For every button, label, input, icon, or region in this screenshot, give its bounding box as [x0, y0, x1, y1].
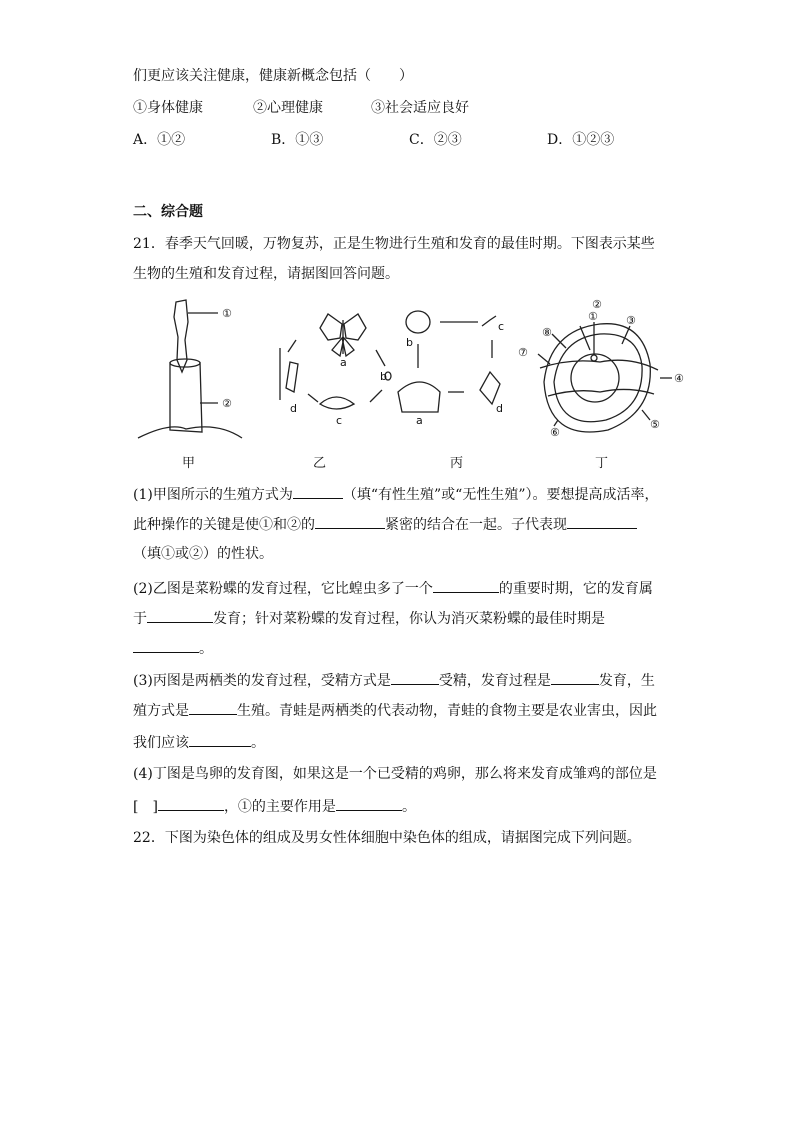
- q21-part1-line3: （填①或②）的性状。: [133, 546, 273, 562]
- egg-structure-diagram: [538, 322, 672, 432]
- q21-part2-text-a: (2)乙图是菜粉蝶的发育过程，它比蝗虫多了一个: [133, 581, 433, 597]
- yi-label-d: d: [290, 402, 297, 415]
- ding-label-2: ②: [592, 298, 602, 311]
- q21-part4-line2: [133, 796, 416, 817]
- bing-label-a: a: [416, 414, 423, 427]
- q21-part1-line1: [133, 484, 658, 505]
- bing-label-b: b: [406, 336, 413, 349]
- q22-stem: 22．下图为染色体的组成及男女性体细胞中染色体的组成，请据图完成下列问题。: [133, 830, 641, 846]
- q21-part1-text-b: （填“有性生殖”或“无性生殖”）。要想提高成活率，: [342, 487, 659, 503]
- answer-blank-development[interactable]: [551, 670, 599, 685]
- q20-option-c: C．②③: [409, 132, 462, 148]
- q21-part1-text-a: (1)甲图所示的生殖方式为: [133, 487, 293, 503]
- q21-part2-text-e: 。: [199, 641, 213, 657]
- q21-part4-text-b: [ ]: [133, 799, 158, 815]
- bing-label-c: c: [498, 320, 505, 333]
- q21-part1-text-d: 紧密的结合在一起。子代表现: [385, 517, 567, 533]
- q21-part2-text-b: 的重要时期，它的发育属: [498, 581, 653, 597]
- q21-part3-text-g: 。: [251, 735, 265, 751]
- caption-bing: 丙: [450, 456, 464, 471]
- q20-stem-tail: 们更应该关注健康，健康新概念包括（ ）: [133, 68, 413, 84]
- q21-stem-line1: 21．春季天气回暖，万物复苏，正是生物进行生殖和发育的最佳时期。下图表示某些: [133, 236, 655, 252]
- q21-part3-text-c: 发育，生: [598, 673, 655, 689]
- q20-item-1: ①身体健康: [133, 100, 203, 116]
- q20-option-b: B．①③: [271, 132, 324, 148]
- caption-yi: 乙: [313, 456, 327, 471]
- butterfly-cycle-diagram: [280, 314, 391, 409]
- yi-label-b: b: [380, 370, 387, 383]
- frog-cycle-diagram: [398, 311, 500, 412]
- q21-part3-text-f: 我们应该: [133, 735, 189, 751]
- q21-part4-line1: (4)丁图是鸟卵的发育图，如果这是一个已受精的鸡卵，那么将来发育成雏鸡的部位是: [133, 766, 657, 782]
- grafting-diagram: [138, 300, 242, 438]
- ding-label-1: ①: [588, 310, 598, 323]
- q21-part2-line1: [133, 578, 653, 599]
- ding-label-8: ⑧: [542, 326, 552, 339]
- ding-label-4: ④: [674, 372, 684, 385]
- q21-part1-text-c: 此种操作的关键是使①和②的: [133, 517, 315, 533]
- q21-part2-line2: [133, 608, 605, 629]
- q21-part2-line3: [133, 638, 213, 659]
- answer-blank-protect-frogs[interactable]: [189, 732, 251, 747]
- answer-blank-best-period[interactable]: [133, 638, 199, 653]
- q20-option-a: A．①②: [133, 132, 186, 148]
- q21-part3-line3: [133, 732, 265, 753]
- q21-stem-line2: 生物的生殖和发育过程，请据图回答问题。: [133, 266, 399, 282]
- answer-blank-graft-tissue[interactable]: [315, 514, 385, 529]
- answer-blank-reproduction-mode[interactable]: [293, 484, 343, 499]
- caption-ding: 丁: [595, 456, 609, 471]
- answer-blank-shell-function[interactable]: [336, 796, 402, 811]
- q21-part2-text-d: 发育；针对菜粉蝶的发育过程，你认为消灭菜粉蝶的最佳时期是: [213, 611, 605, 627]
- caption-jia: 甲: [182, 456, 196, 471]
- q21-part3-line1: [133, 670, 655, 691]
- yi-label-c: c: [336, 414, 343, 427]
- q21-part2-text-c: 于: [133, 611, 147, 627]
- jia-label-2: ②: [222, 397, 232, 410]
- bing-label-d: d: [496, 402, 503, 415]
- q21-part4-text-d: 。: [401, 799, 416, 815]
- q21-part1-line2: [133, 514, 637, 535]
- answer-blank-reproduction[interactable]: [189, 700, 237, 715]
- answer-blank-pupa-stage[interactable]: [433, 578, 499, 593]
- yi-label-a: a: [340, 356, 347, 369]
- answer-blank-embryo-part[interactable]: [158, 796, 224, 811]
- q21-part3-text-a: (3)丙图是两栖类的发育过程，受精方式是: [133, 673, 391, 689]
- q20-item-2: ②心理健康: [253, 100, 323, 116]
- q20-option-d: D．①②③: [547, 132, 615, 148]
- answer-blank-offspring-trait[interactable]: [567, 514, 637, 529]
- section-heading: 二、综合题: [133, 204, 203, 220]
- ding-label-7: ⑦: [518, 346, 528, 359]
- ding-label-5: ⑤: [650, 418, 660, 431]
- q20-item-3: ③社会适应良好: [371, 100, 469, 116]
- ding-label-3: ③: [626, 314, 636, 327]
- jia-label-1: ①: [222, 307, 232, 320]
- q21-part4-text-c: ，①的主要作用是: [223, 799, 336, 815]
- q21-figure: [130, 292, 700, 448]
- ding-label-6: ⑥: [550, 426, 560, 439]
- q21-part3-text-b: 受精，发育过程是: [438, 673, 551, 689]
- answer-blank-metamorphosis-type[interactable]: [147, 608, 213, 623]
- q21-part3-text-d: 殖方式是: [133, 703, 189, 719]
- answer-blank-fertilization[interactable]: [391, 670, 439, 685]
- q21-part3-line2: [133, 700, 657, 721]
- q21-part3-text-e: 生殖。青蛙是两栖类的代表动物，青蛙的食物主要是农业害虫，因此: [237, 703, 657, 719]
